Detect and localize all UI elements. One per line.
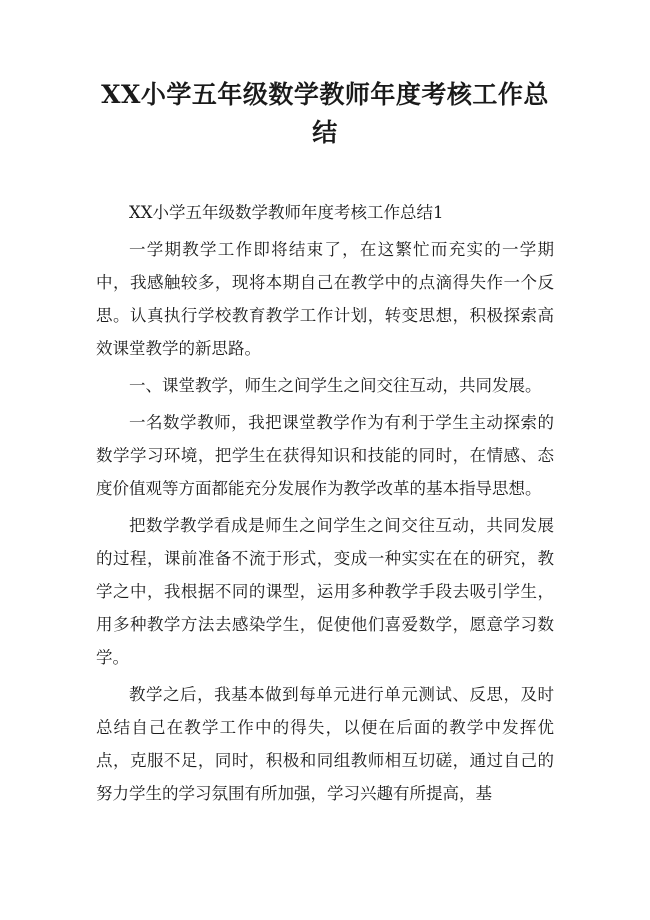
paragraph-3: 把数学教学看成是师生之间学生之间交往互动，共同发展的过程，课前准备不流于形式，变成一种实实在在的研究，教学之中，我根据不同的课型，运用多种教学手段去吸引学生，用多种教学方法去感染学生，促使他们喜爱数学，愿意学习数学。 xyxy=(96,516,554,667)
section-heading-1: 一、课堂教学，师生之间学生之间交往互动，共同发展。 xyxy=(129,376,542,395)
paragraph-2: 一名数学教师，我把课堂教学作为有利于学生主动探索的数学学习环境，把学生在获得知识和技能的同时，在情感、态度价值观等方面都能充分发展作为教学改革的基本指导思想。 xyxy=(96,413,554,498)
title-line-1: XX小学五年级数学教师年度考核工作总 xyxy=(101,80,549,109)
document-body xyxy=(96,196,554,814)
paragraph-4: 教学之后，我基本做到每单元进行单元测试、反思，及时总结自己在教学工作中的得失，以便在后面的教学中发挥优点，克服不足，同时，积极和同组教师相互切磋，通过自己的努力学生的学习氛围有所加强，学习兴趣有所提高，基 xyxy=(96,685,554,803)
document-title xyxy=(60,76,590,152)
subtitle: XX小学五年级数学教师年度考核工作总结1 xyxy=(129,203,444,222)
paragraph-1: 一学期教学工作即将结束了，在这繁忙而充实的一学期中，我感触较多，现将本期自己在教学中的点滴得失作一个反思。认真执行学校教育教学工作计划，转变思想，积极探索高效课堂教学的新思路。 xyxy=(96,240,554,358)
title-line-2: 结 xyxy=(312,118,338,147)
